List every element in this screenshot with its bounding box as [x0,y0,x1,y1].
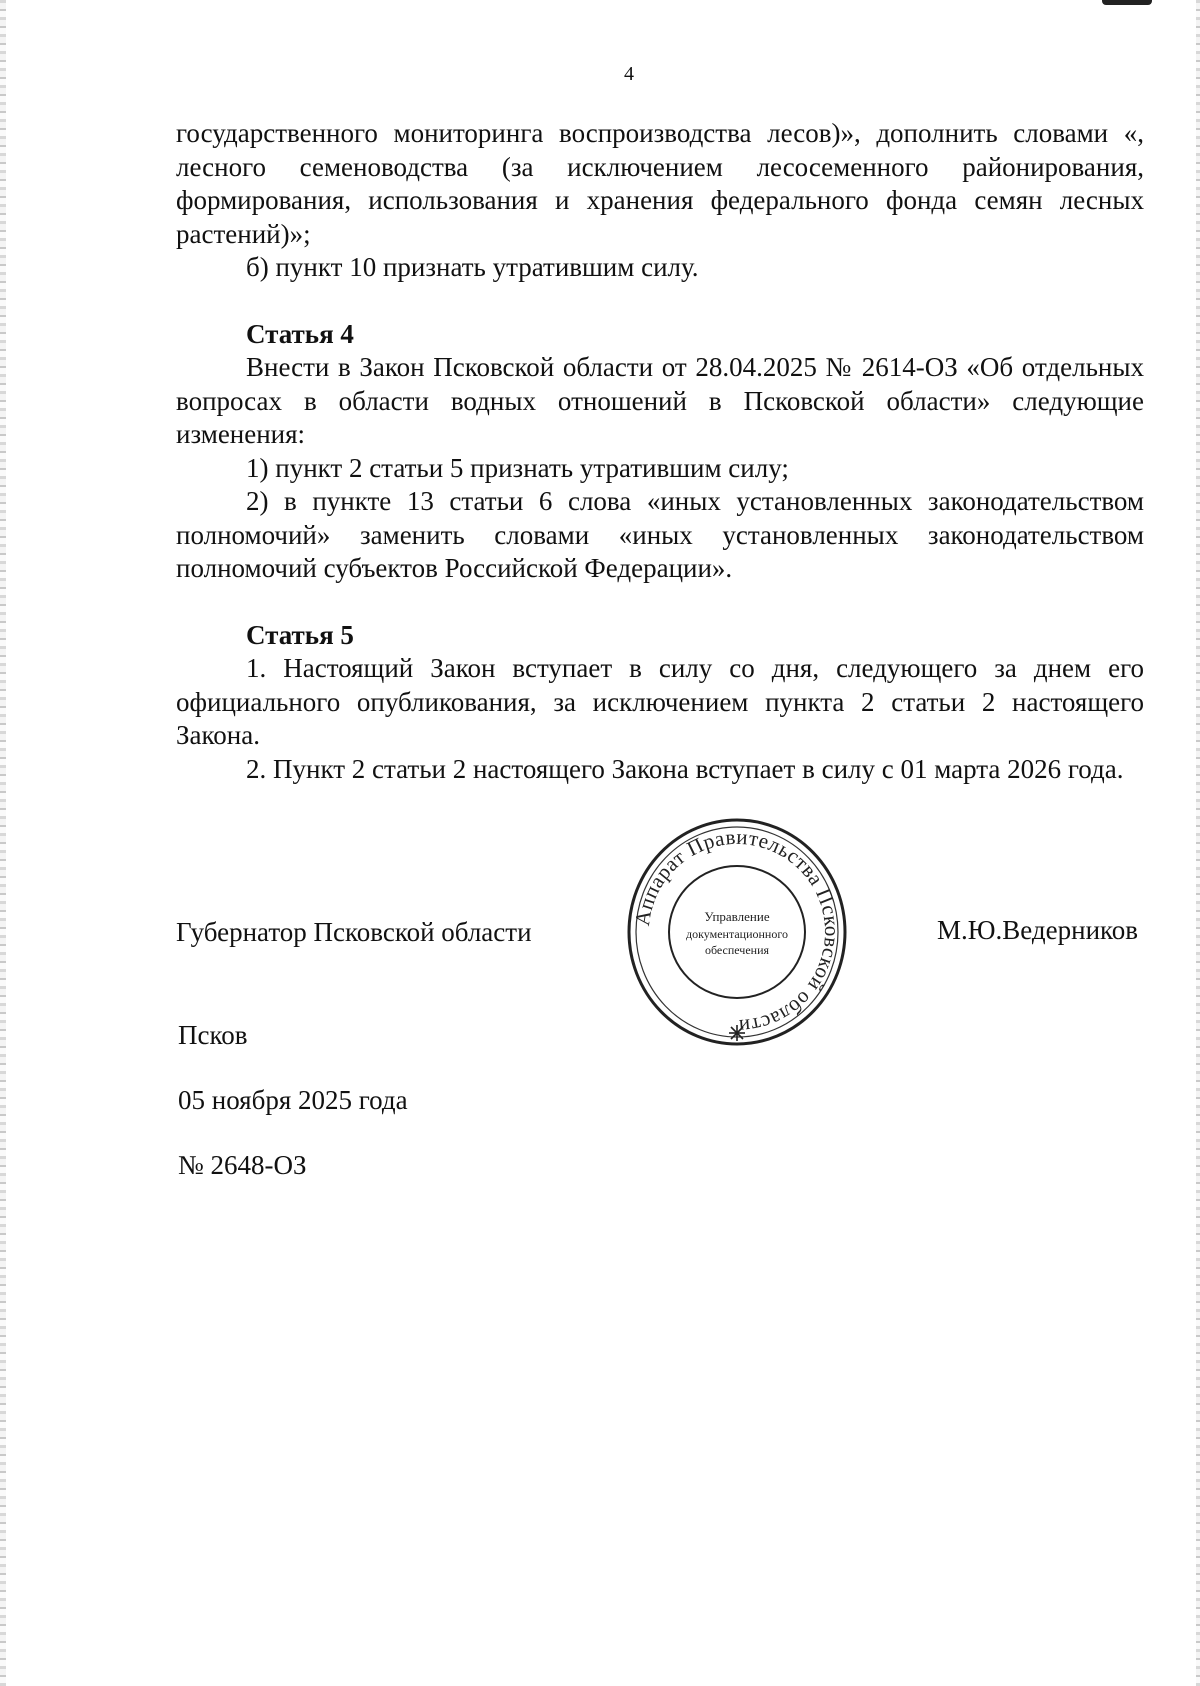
seal-outer-text: Аппарат Правительства Псковской области [630,824,845,1040]
signatory-name: М.Ю.Ведерников [937,915,1139,945]
paragraph-continuation: государственного мониторинга воспроизводства лесов)», дополнить словами «, лесного семеноводства (за исключением лесосеменного районирования, формирования, использования и хранения федерального фонда семян лесных растений)»; [176,118,1144,249]
signatory-position: Губернатор Псковской области [176,917,532,947]
article-5-paragraph: 1. Настоящий Закон вступает в силу со дня, следующего за днем его официального опубликования, за исключением пункта 2 статьи 2 настоящего Закона. [176,653,1144,750]
place-of-signing: Псков [178,1020,248,1050]
seal-inner-line-2: документационного [686,927,788,941]
scan-edge-left [0,0,6,1686]
article-4-paragraph: 2) в пункте 13 статьи 6 слова «иных установленных законодательством полномочий» заменить словами «иных установленных законодательством полномочий субъектов Российской Федерации». [176,486,1144,583]
article-4-heading: Статья 4 [246,318,354,349]
document-body [176,117,1144,786]
law-number: № 2648-ОЗ [178,1150,307,1180]
signing-date: 05 ноября 2025 года [178,1085,408,1115]
scan-edge-right [1196,0,1200,1686]
article-4-paragraph: Внести в Закон Псковской области от 28.04.2025 № 2614-ОЗ «Об отдельных вопросах в области водных отношений в Псковской области» следующие изменения: [176,352,1144,449]
article-5-paragraph: 2. Пункт 2 статьи 2 настоящего Закона вступает в силу с 01 марта 2026 года. [246,753,1124,784]
seal-inner-line-1: Управление [704,909,770,924]
page-number: 4 [624,63,634,85]
official-seal [622,813,852,1051]
article-5-heading: Статья 5 [246,619,354,650]
article-4-paragraph: 1) пункт 2 статьи 5 признать утратившим силу; [246,452,789,483]
seal-inner-line-3: обеспечения [704,943,770,957]
scan-mark [1102,0,1152,5]
paragraph-item-b: б) пункт 10 признать утратившим силу. [246,252,699,282]
seal-star-icon [729,1025,745,1041]
